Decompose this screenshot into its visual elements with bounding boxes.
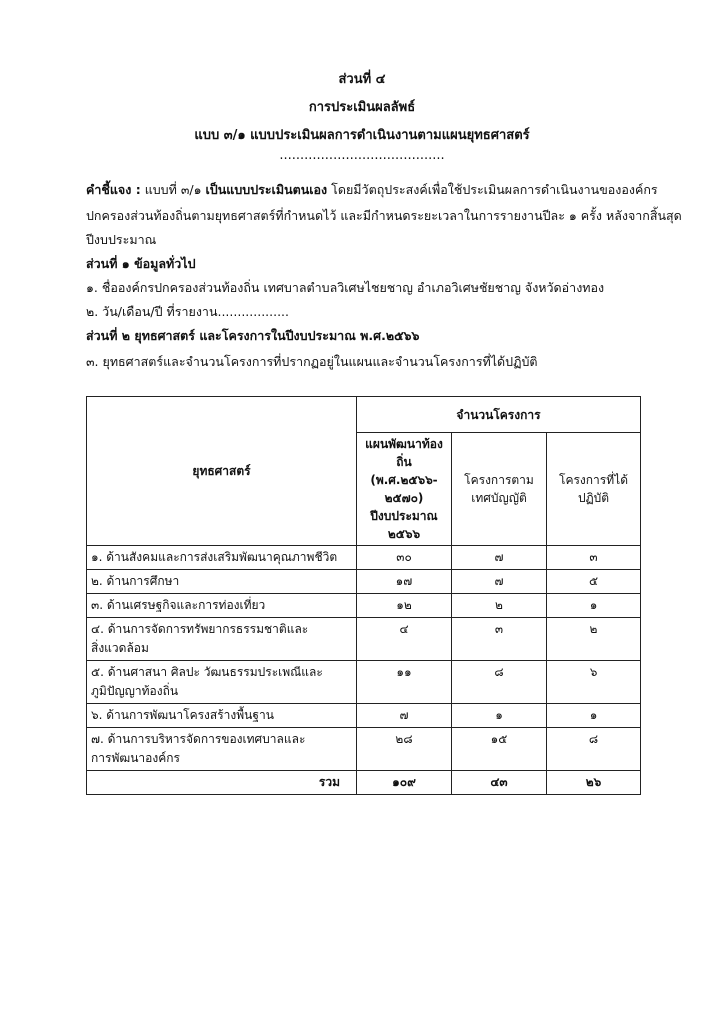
header-budget-line: เทศบัญญัติ — [471, 491, 527, 505]
strategy-name-line: ๑. ด้านสังคมและการส่งเสริมพัฒนาคุณภาพชีวิต — [91, 550, 338, 564]
header-local-plan-line: (พ.ศ.๒๕๖๖- — [370, 473, 438, 487]
strategy-name-line: ภูมิปัญญาท้องถิ่น — [91, 684, 179, 698]
strategy-name-line: สิ่งแวดล้อม — [91, 641, 149, 655]
header-budget-projects — [452, 433, 547, 546]
budget-count: ๘ — [452, 661, 547, 704]
budget-count: ๗ — [452, 546, 547, 570]
plan-count: ๑๑ — [357, 661, 452, 704]
table-row — [87, 728, 641, 771]
budget-count: ๑๕ — [452, 728, 547, 771]
table-row — [87, 704, 641, 728]
form-subtitle: แบบ ๓/๑ แบบประเมินผลการดำเนินงานตามแผนยุทธศาสตร์ — [194, 128, 530, 143]
instruction-form: แบบที่ ๓/๑ — [144, 182, 202, 197]
strategy-name-line: ๔. ด้านการจัดการทรัพยากรธรรมชาติและ — [91, 622, 309, 636]
plan-count: ๒๘ — [357, 728, 452, 771]
header-done-line: โครงการที่ได้ — [559, 473, 628, 487]
total-budget-count: ๔๓ — [452, 771, 547, 795]
instruction-text-1: โดยมีวัตถุประสงค์เพื่อใช้ประเมินผลการดำเนินงานขององค์กร — [331, 182, 658, 197]
total-plan-count: ๑๐๙ — [357, 771, 452, 795]
instruction-emphasis: เป็นแบบประเมินตนเอง — [205, 182, 328, 197]
strategy-name — [87, 618, 357, 661]
plan-count: ๓๐ — [357, 546, 452, 570]
instruction-line-2: ปกครองส่วนท้องถิ่นตามยุทธศาสตร์ที่กำหนดไว้ และมีกำหนดระยะเวลาในการรายงานปีละ ๑ ครั้ง หลังจากสิ้นสุด — [86, 208, 682, 223]
done-count: ๓ — [547, 546, 641, 570]
done-count: ๑ — [547, 594, 641, 618]
done-count: ๕ — [547, 570, 641, 594]
total-label: รวม — [87, 771, 357, 795]
budget-count: ๗ — [452, 570, 547, 594]
done-count: ๒ — [547, 618, 641, 661]
table-row — [87, 594, 641, 618]
plan-count: ๗ — [357, 704, 452, 728]
strategy-name-line: การพัฒนาองค์กร — [91, 751, 180, 765]
header-local-plan-line: แผนพัฒนาท้องถิ่น — [365, 437, 443, 469]
page-title: การประเมินผลลัพธ์ — [308, 100, 416, 115]
instruction-line-1 — [86, 180, 658, 200]
table-total-row — [87, 771, 641, 795]
section1-heading: ส่วนที่ ๑ ข้อมูลทั่วไป — [86, 256, 196, 271]
header-local-plan-line: ปีงบประมาณ — [370, 509, 438, 523]
header-project-count: จำนวนโครงการ — [357, 397, 641, 433]
plan-count: ๑๒ — [357, 594, 452, 618]
section2-heading: ส่วนที่ ๒ ยุทธศาสตร์ และโครงการในปีงบประมาณ พ.ศ.๒๕๖๖ — [86, 328, 420, 343]
header-local-plan-line: ๒๕๗๐) — [384, 491, 424, 505]
table-row — [87, 661, 641, 704]
strategy-name — [87, 570, 357, 594]
instruction-line-3: ปีงบประมาณ — [86, 232, 157, 247]
done-count: ๖ — [547, 661, 641, 704]
header-done-line: ปฏิบัติ — [577, 491, 610, 505]
header-budget-line: โครงการตาม — [464, 473, 534, 487]
header-local-plan — [357, 433, 452, 546]
strategy-name — [87, 594, 357, 618]
strategy-name — [87, 728, 357, 771]
strategy-name-line: ๗. ด้านการบริหารจัดการของเทศบาลและ — [91, 732, 306, 746]
total-done-count: ๒๖ — [547, 771, 641, 795]
section2-item-3: ๓. ยุทธศาสตร์และจำนวนโครงการที่ปรากฏอยู่ในแผนและจำนวนโครงการที่ได้ปฏิบัติ — [86, 354, 538, 369]
section1-item-2: ๒. วัน/เดือน/ปี ที่รายงาน.................. — [86, 304, 290, 319]
section1-item-1: ๑. ชื่อองค์กรปกครองส่วนท้องถิ่น เทศบาลตำบลวิเศษไชยชาญ อำเภอวิเศษชัยชาญ จังหวัดอ่างทอง — [86, 280, 605, 295]
strategy-name-line: ๕. ด้านศาสนา ศิลปะ วัฒนธรรมประเพณีและ — [91, 665, 323, 679]
table-row — [87, 618, 641, 661]
budget-count: ๒ — [452, 594, 547, 618]
instruction-label: คำชี้แจง : — [86, 182, 141, 197]
plan-count: ๑๗ — [357, 570, 452, 594]
strategy-projects-table — [86, 396, 641, 795]
strategy-name-line: ๖. ด้านการพัฒนาโครงสร้างพื้นฐาน — [91, 708, 274, 722]
part-heading: ส่วนที่ ๔ — [338, 72, 386, 87]
strategy-name — [87, 661, 357, 704]
strategy-name — [87, 546, 357, 570]
header-strategy: ยุทธศาสตร์ — [87, 397, 357, 546]
plan-count: ๔ — [357, 618, 452, 661]
strategy-name — [87, 704, 357, 728]
strategy-name-line: ๓. ด้านเศรษฐกิจและการท่องเที่ยว — [91, 598, 266, 612]
header-local-plan-line: ๒๕๖๖ — [387, 527, 421, 541]
table-row — [87, 570, 641, 594]
header-done-projects — [547, 433, 641, 546]
table-header-row-1 — [87, 397, 641, 433]
done-count: ๑ — [547, 704, 641, 728]
budget-count: ๓ — [452, 618, 547, 661]
table-row — [87, 546, 641, 570]
budget-count: ๑ — [452, 704, 547, 728]
strategy-name-line: ๒. ด้านการศึกษา — [91, 574, 180, 588]
done-count: ๘ — [547, 728, 641, 771]
dotted-separator: ........................................ — [279, 148, 445, 163]
